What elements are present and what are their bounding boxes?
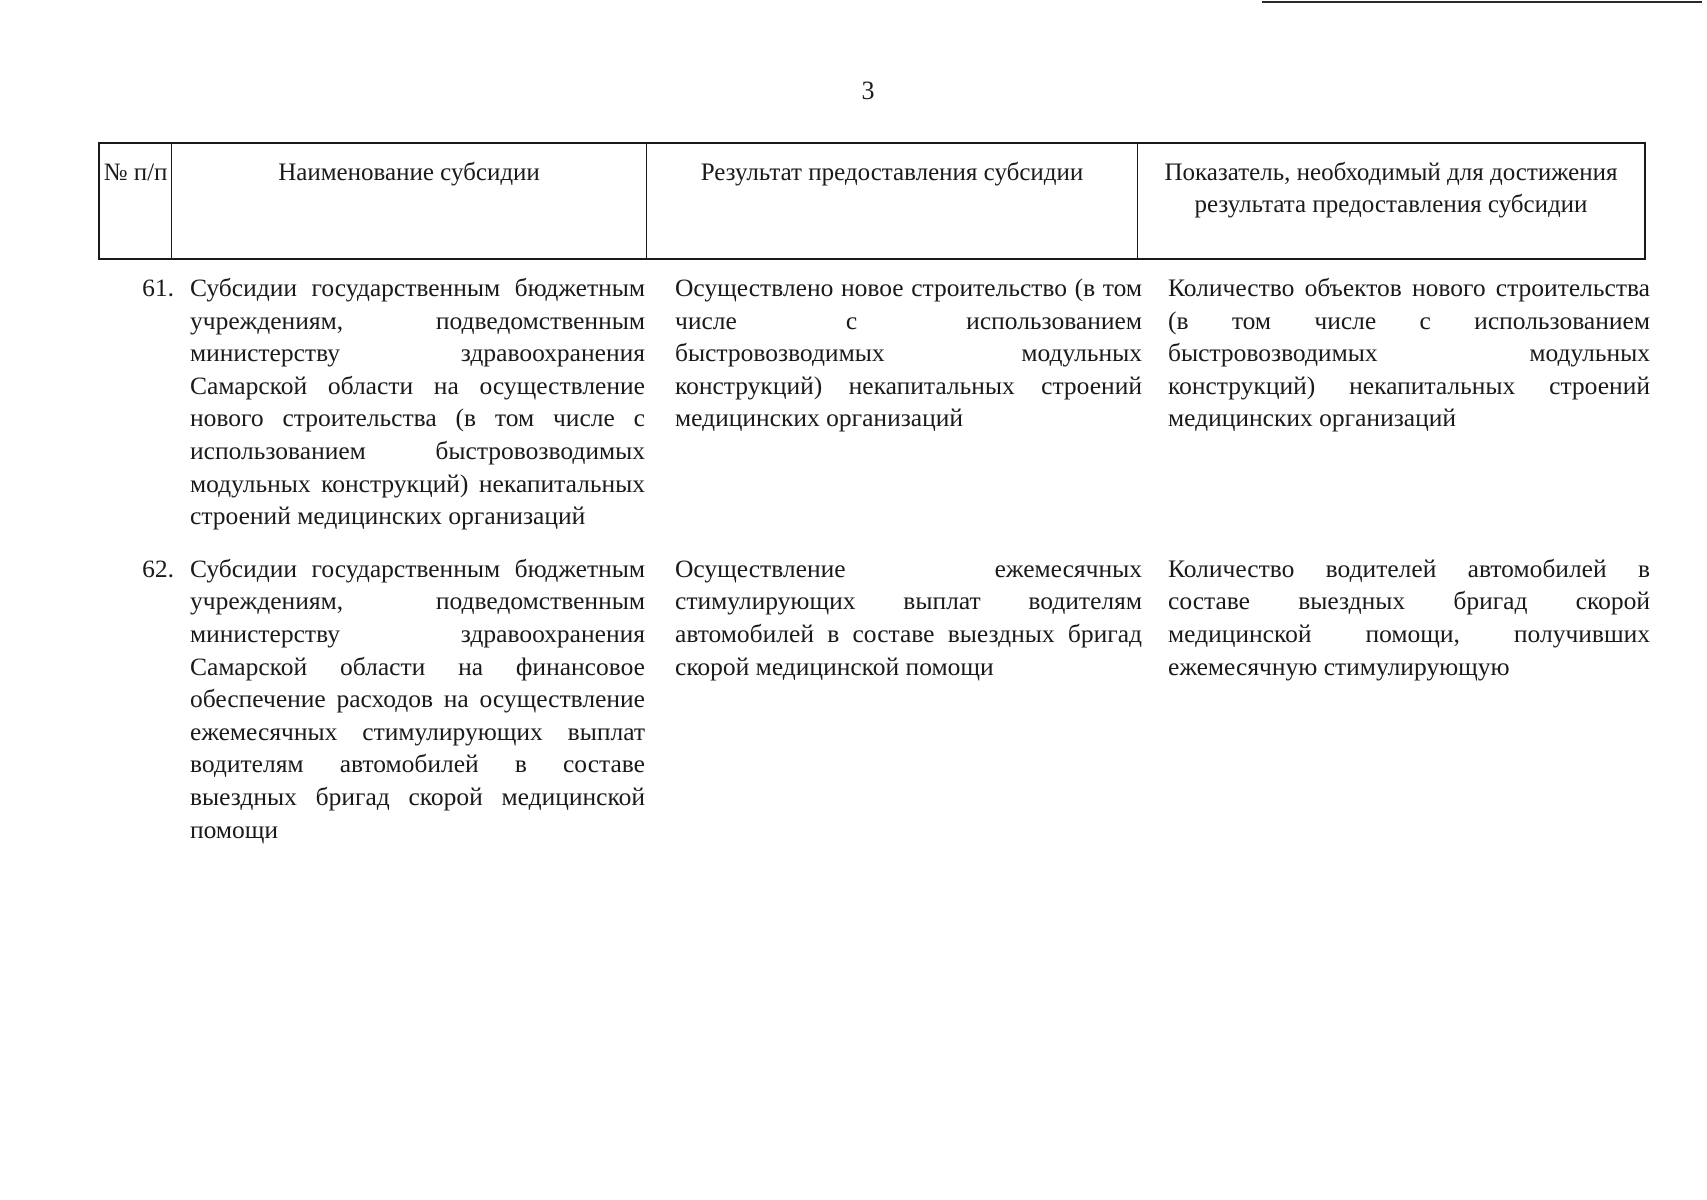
header-name: Наименование субсидии	[172, 144, 647, 258]
page-number: 3	[861, 76, 875, 105]
row-subsidy-name: Субсидии государственным бюджетным учреждениям, подведомственным министерству здравоохранения Самарской области на финансовое обеспечение расходов на осуществление ежемесячных стимулирующих выплат водителям автомобилей в составе выездных бригад скорой медицинской помощи	[190, 553, 645, 844]
row-subsidy-name: Субсидии государственным бюджетным учреждениям, подведомственным министерству здравоохранения Самарской области на осуществление нового строительства (в том числе с использованием быстровозводимых модульных конструкций) некапитальных строений медицинских организаций	[190, 273, 645, 531]
table-header	[98, 142, 1646, 260]
header-result: Результат предоставления субсидии	[647, 144, 1138, 258]
row-indicator: Количество объектов нового строительства (в том числе с использованием быстровозводимых модульных конструкций) некапитальных строений медицинских организаций	[1168, 273, 1650, 433]
row-number: 61.	[142, 273, 174, 302]
row-number: 62.	[142, 553, 174, 583]
table-body	[98, 272, 1650, 846]
header-indicator: Показатель, необходимый для достижения результата предоставления субсидии	[1164, 159, 1618, 218]
header-num: № п/п	[100, 144, 172, 258]
row-result: Осуществлено новое строительство (в том числе с использованием быстровозводимых модульных конструкций) некапитальных строений медицинских организаций	[675, 273, 1142, 433]
table-row	[98, 553, 1650, 846]
row-indicator: Количество водителей автомобилей в составе выездных бригад скорой медицинской помощи, получивших ежемесячную стимулирующую	[1168, 553, 1650, 681]
table-row	[98, 272, 1650, 533]
row-result: Осуществление ежемесячных стимулирующих выплат водителям автомобилей в составе выездных бригад скорой медицинской помощи	[675, 553, 1142, 681]
top-rule	[1262, 1, 1702, 3]
